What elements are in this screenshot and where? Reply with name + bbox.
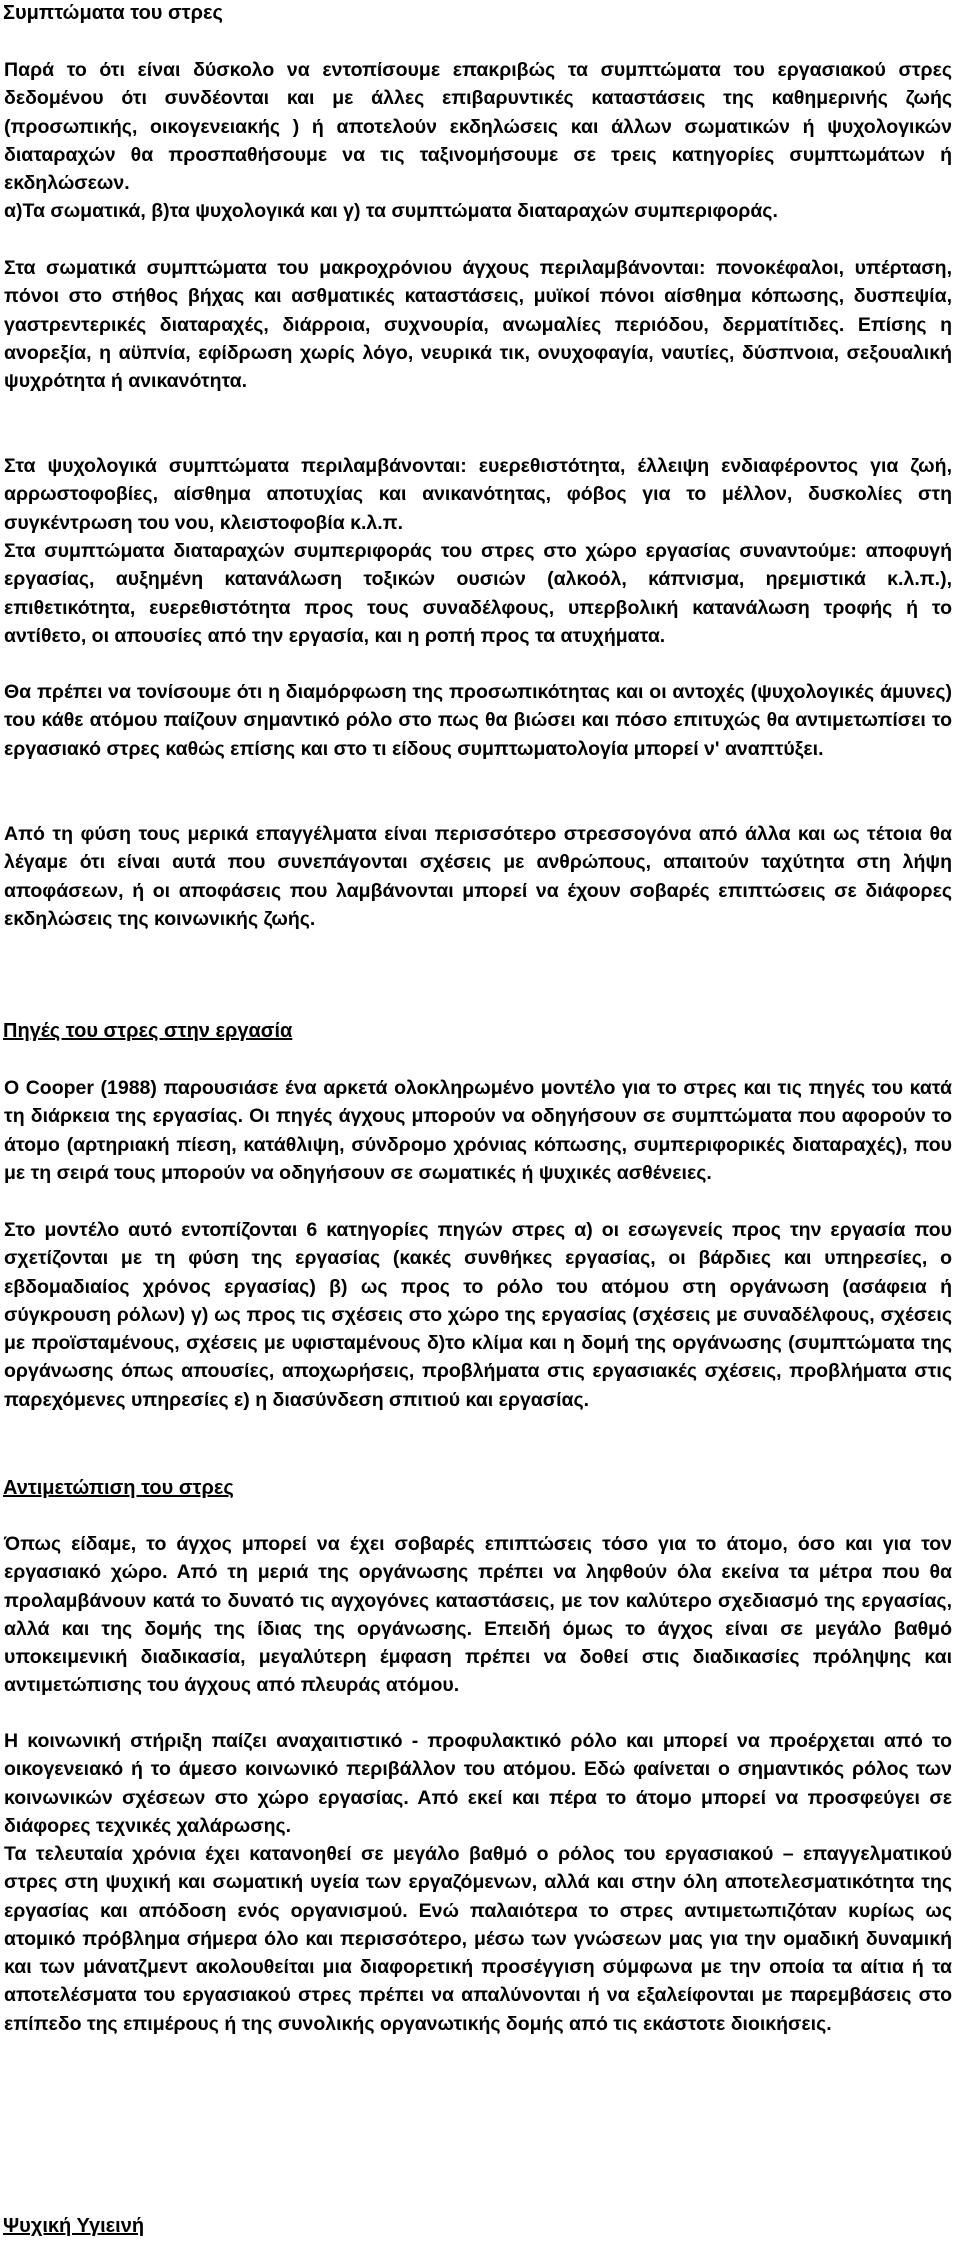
paragraph-personality: Θα πρέπει να τονίσουμε ότι η διαμόρφωση της προσωπικότητας και οι αντοχές (ψυχολογικές άμυνες) του κάθε ατόμου παίζουν σημαντικό ρόλο στο πως θα βιώσει και πόσο επιτυχώς θα αντιμετωπίσει το εργασιακό στρες καθώς επίσης και στο τι είδους συμπτωματολογία μπορεί ν' αναπτύξει. (4, 681, 952, 760)
paragraph-social-support: Η κοινωνική στήριξη παίζει αναχαιτιστικό - προφυλακτικό ρόλο και μπορεί να προέρχεται από το οικογενειακό ή το άμεσο κοινωνικό περιβάλλον του ατόμου. Εδώ φαίνεται ο σημαντικός ρόλος των κοινωνικών σχέσεων στο χώρο εργασίας. Από εκεί και πέρα το άτομο μπορεί να προσφεύγει σε διάφορες τεχνικές χαλάρωσης. (4, 1730, 952, 1837)
section-heading-coping: Αντιμετώπιση του στρες (3, 1477, 234, 1499)
page-title: Συμπτώματα του στρες (3, 2, 223, 24)
paragraph-behavioral-symptoms: Στα συμπτώματα διαταραχών συμπεριφοράς του στρες στο χώρο εργασίας συναντούμε: αποφυγή εργασίας, αυξημένη κατανάλωση τοξικών ουσιών (αλκοόλ, κάπνισμα, ηρεμιστικά κ.λ.π.), επιθετικότητα, ευερεθιστότητα προς τους συναδέλφους, υπερβολική κατανάλωση τροφής ή το αντίθετο, οι απουσίες από την εργασία, και η ροπή προς τα ατυχήματα. (4, 540, 952, 647)
paragraph-professions: Από τη φύση τους μερικά επαγγέλματα είναι περισσότερο στρεσσογόνα από άλλα και ως τέτοια θα λέγαμε ότι είναι αυτά που συνεπάγονται σχέσεις με ανθρώπους, απαιτούν ταχύτητα στη λήψη αποφάσεων, ή οι αποφάσεις που λαμβάνονται μπορεί να έχουν σοβαρές επιπτώσεις σε διάφορες εκδηλώσεις της κοινωνικής ζωής. (4, 823, 952, 930)
section-heading-sources: Πηγές του στρες στην εργασία (3, 1020, 293, 1042)
paragraph-categories: α)Τα σωματικά, β)τα ψυχολογικά και γ) τα συμπτώματα διαταραχών συμπεριφοράς. (4, 200, 778, 222)
paragraph-intro: Παρά το ότι είναι δύσκολο να εντοπίσουμε επακριβώς τα συμπτώματα του εργασιακού στρες δεδομένου ότι συνδέονται και με άλλες επιβαρυντικές καταστάσεις της καθημερινής ζωής (προσωπικής, οικογενειακής ) ή αποτελούν εκδηλώσεις και άλλων σωματικών ή ψυχολογικών διαταραχών θα προσπαθήσουμε να τις ταξινομήσουμε σε τρεις κατηγορίες συμπτωμάτων ή εκδηλώσεων. (4, 59, 952, 195)
paragraph-six-categories: Στο μοντέλο αυτό εντοπίζονται 6 κατηγορίες πηγών στρες α) οι εσωγενείς προς την εργασία που σχετίζονται με τη φύση της εργασίας (κακές συνθήκες εργασίας, οι βάρδιες και υπηρεσίες, ο εβδομαδιαίος χρόνος εργασίας) β) ως προς το ρόλο του ατόμου στη οργάνωση (ασάφεια ή σύγκρουση ρόλων) γ) ως προς τις σχέσεις στο χώρο της εργασίας (σχέσεις με συναδέλφους, σχέσεις με προϊσταμένους, σχέσεις με υφισταμένους δ)το κλίμα και η δομή της οργάνωσης (συμπτώματα της οργάνωσης όπως απουσίες, αποχωρήσεις, προβλήματα στις εργασιακές σχέσεις, προβλήματα στις παρεχόμενες υπηρεσίες ε) η διασύνδεση σπιτιού και εργασίας. (4, 1219, 952, 1411)
paragraph-recent-years: Τα τελευταία χρόνια έχει κατανοηθεί σε μεγάλο βαθμό ο ρόλος του εργασιακού – επαγγελματικού στρες στη ψυχική και σωματική υγεία των εργαζόμενων, αλλά και στην όλη αποτελεσματικότητα της εργασίας και απόδοση ενός οργανισμού. Ενώ παλαιότερα το στρες αντιμετωπιζόταν κυρίως ως ατομικό πρόβλημα σήμερα όλο και περισσότερο, μέσω των γνώσεων μας για την ομαδική δυναμική και των μάνατζμεντ ακολουθείται μια διαφορετική προσέγγιση σύμφωνα με την οποία τα αίτια ή τα αποτελέσματα του εργασιακού στρες πρέπει να απαλύνονται ή να εξαλείφονται με παρεμβάσεις στο επίπεδο της επιμέρους ή της συνολικής οργανωτικής δομής από τις εκάστοτε διοικήσεις. (4, 1843, 952, 2035)
section-heading-mental-hygiene: Ψυχική Υγιεινή (3, 2215, 145, 2237)
paragraph-psychological-symptoms: Στα ψυχολογικά συμπτώματα περιλαμβάνονται: ευερεθιστότητα, έλλειψη ενδιαφέροντος για ζωή, αρρωστοφοβίες, αίσθημα αποτυχίας και ανικανότητας, φόβος για το μέλλον, δυσκολίες στη συγκέντρωση του νου, κλειστοφοβία κ.λ.π. (4, 455, 952, 534)
paragraph-coping-overview: Όπως είδαμε, το άγχος μπορεί να έχει σοβαρές επιπτώσεις τόσο για το άτομο, όσο και για τον εργασιακό χώρο. Από τη μεριά της οργάνωσης πρέπει να ληφθούν όλα εκείνα τα μέτρα που θα προλαμβάνουν κατά το δυνατό τις αγχογόνες καταστάσεις, με τον καλύτερο σχεδιασμό της εργασίας, αλλά και της δομής της ίδιας της οργάνωσης. Επειδή όμως το άγχος είναι σε μεγάλο βαθμό υποκειμενική διαδικασία, μεγαλύτερη έμφαση πρέπει να δοθεί στις διαδικασίες πρόληψης και αντιμετώπισης του άγχους από πλευράς ατόμου. (4, 1533, 952, 1697)
paragraph-cooper-model: Ο Cooper (1988) παρουσιάσε ένα αρκετά ολοκληρωμένο μοντέλο για το στρες και τις πηγές του κατά τη διάρκεια της εργασίας. Οι πηγές άγχους μπορούν να οδηγήσουν σε συμπτώματα που αφορούν το άτομο (αρτηριακή πίεση, κατάθλιψη, σύνδρομο χρόνιας κόπωσης, συμπεριφορικές διαταραχές), που με τη σειρά τους μπορούν να οδηγήσουν σε σωματικές ή ψυχικές ασθένειες. (4, 1077, 952, 1184)
paragraph-physical-symptoms: Στα σωματικά συμπτώματα του μακροχρόνιου άγχους περιλαμβάνονται: πονοκέφαλοι, υπέρταση, πόνοι στο στήθος βήχας και ασθματικές καταστάσεις, μυϊκοί πόνοι αίσθημα κόπωσης, δυσπεψία, γαστρεντερικές διαταραχές, διάρροια, συχνουρία, ανωμαλίες περιόδου, δερματίτιδες. Επίσης η ανορεξία, η αϋπνία, εφίδρωση χωρίς λόγο, νευρικά τικ, ονυχοφαγία, ναυτίες, δύσπνοια, σεξουαλική ψυχρότητα ή ανικανότητα. (4, 257, 952, 393)
